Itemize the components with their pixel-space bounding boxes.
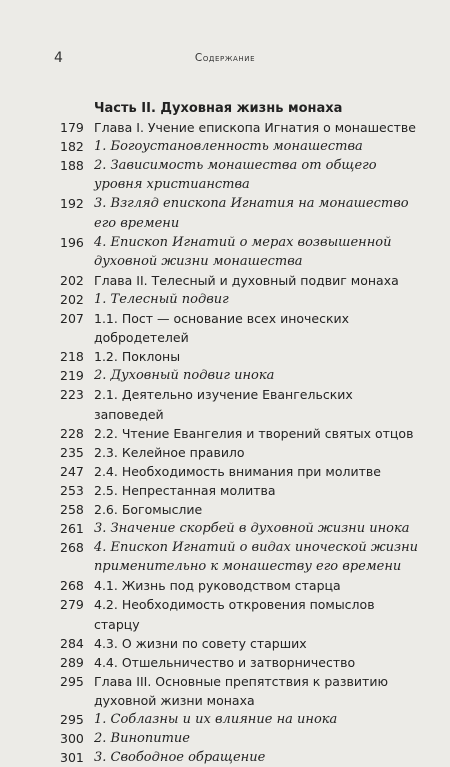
toc-page-number: 196 — [60, 234, 84, 250]
toc-page-number: 289 — [60, 654, 84, 670]
toc-title: 2. Винопитие — [94, 731, 190, 747]
toc-entry — [60, 653, 420, 672]
toc-title: 4.4. Отшельничество и затворничество — [94, 654, 356, 670]
toc-entry — [60, 672, 420, 710]
toc-page-number: 253 — [60, 482, 84, 498]
toc-page-number: 258 — [60, 501, 84, 517]
toc-page-number: 202 — [60, 272, 84, 288]
toc-entry — [60, 424, 420, 443]
toc-page-number: 218 — [60, 349, 84, 365]
toc-entry — [60, 500, 420, 519]
toc-page-number: 247 — [60, 463, 84, 479]
toc-title: Глава III. Основные препятствия к развитию духовной жизни монаха — [94, 673, 388, 708]
toc-entry — [60, 309, 420, 347]
toc-title: 3. Взгляд епископа Игнатия на монашество его времени — [94, 196, 409, 231]
toc-entry — [60, 462, 420, 481]
toc-page-number: 179 — [60, 120, 84, 136]
toc-title: 2.2. Чтение Евангелия и творений святых отцов — [94, 425, 414, 441]
toc-entry — [60, 233, 420, 271]
toc-page-number: 261 — [60, 521, 84, 537]
toc-entry — [60, 290, 420, 309]
toc-title: Глава II. Телесный и духовный подвиг монаха — [94, 272, 399, 288]
toc-page-number: 192 — [60, 196, 84, 212]
toc-entry — [60, 519, 420, 538]
toc-title: Часть II. Духовная жизнь монаха — [94, 101, 343, 116]
toc-page-number: 268 — [60, 578, 84, 594]
toc-page-number: 300 — [60, 731, 84, 747]
page-number: 4 — [54, 50, 63, 66]
toc-title: 2.3. Келейное правило — [94, 444, 245, 460]
running-title: Содержание — [194, 52, 256, 64]
toc-entry — [60, 347, 420, 366]
toc-title: 2.6. Богомыслие — [94, 501, 203, 517]
toc-page-number: 207 — [60, 311, 84, 327]
toc-page-number: 188 — [60, 158, 84, 174]
toc-page-number: 295 — [60, 673, 84, 689]
toc-title: 1. Богоустановленность монашества — [94, 139, 363, 155]
toc-entry — [60, 194, 420, 232]
toc-entry — [60, 366, 420, 385]
toc-entry — [60, 481, 420, 500]
toc-page-number: 279 — [60, 597, 84, 613]
toc-title: 1. Соблазны и их влияние на инока — [94, 712, 338, 727]
toc-entry — [60, 538, 420, 576]
toc-title: 4.1. Жизнь под руководством старца — [94, 578, 341, 594]
toc-title: 1. Телесный подвиг — [94, 291, 229, 307]
toc-page-number: 182 — [60, 139, 84, 155]
toc-page-number: 284 — [60, 635, 84, 651]
toc-entry — [60, 595, 420, 633]
toc-page-number: 235 — [60, 444, 84, 460]
toc-title: 2.5. Непрестанная молитва — [94, 482, 276, 498]
table-of-contents — [60, 93, 420, 767]
toc-entry — [60, 137, 420, 156]
toc-title: 2. Зависимость монашества от общего уровня христианства — [94, 158, 377, 193]
toc-title: 3. Значение скорбей в духовной жизни инока — [94, 521, 410, 537]
toc-entry — [60, 729, 420, 748]
toc-entry — [60, 443, 420, 462]
toc-entry — [60, 710, 420, 729]
toc-page-number: 223 — [60, 387, 84, 403]
toc-page-number: 219 — [60, 368, 84, 384]
toc-title: 1.2. Поклоны — [94, 349, 181, 365]
toc-title: 2. Духовный подвиг инока — [94, 368, 275, 384]
toc-title: 4. Епископ Игнатий о мерах возвышенной духовной жизни монашества — [94, 234, 392, 269]
toc-title: 2.4. Необходимость внимания при молитве — [94, 463, 381, 479]
toc-page-number: 301 — [60, 750, 84, 766]
toc-entry — [60, 385, 420, 423]
toc-title: Глава I. Учение епископа Игнатия о монашестве — [94, 120, 416, 136]
toc-entry — [60, 271, 420, 290]
toc-entry — [60, 634, 420, 653]
toc-entry — [60, 99, 420, 118]
toc-entry — [60, 156, 420, 194]
toc-title: 3. Свободное обращение — [94, 750, 266, 766]
toc-entry — [60, 118, 420, 137]
toc-title: 4.3. О жизни по совету старших — [94, 635, 307, 651]
toc-page-number: 228 — [60, 425, 84, 441]
toc-title: 2.1. Деятельно изучение Евангельских заповедей — [94, 387, 353, 422]
toc-page-number: 202 — [60, 291, 84, 307]
toc-page-number: 268 — [60, 540, 84, 556]
toc-entry — [60, 748, 420, 767]
toc-title: 4.2. Необходимость откровения помыслов старцу — [94, 597, 375, 632]
toc-title: 4. Епископ Игнатий о видах иноческой жизни применительно к монашеству его времени — [94, 540, 419, 575]
toc-page-number: 295 — [60, 712, 84, 727]
toc-title: 1.1. Пост — основание всех иноческих добродетелей — [94, 311, 350, 346]
toc-entry — [60, 576, 420, 595]
